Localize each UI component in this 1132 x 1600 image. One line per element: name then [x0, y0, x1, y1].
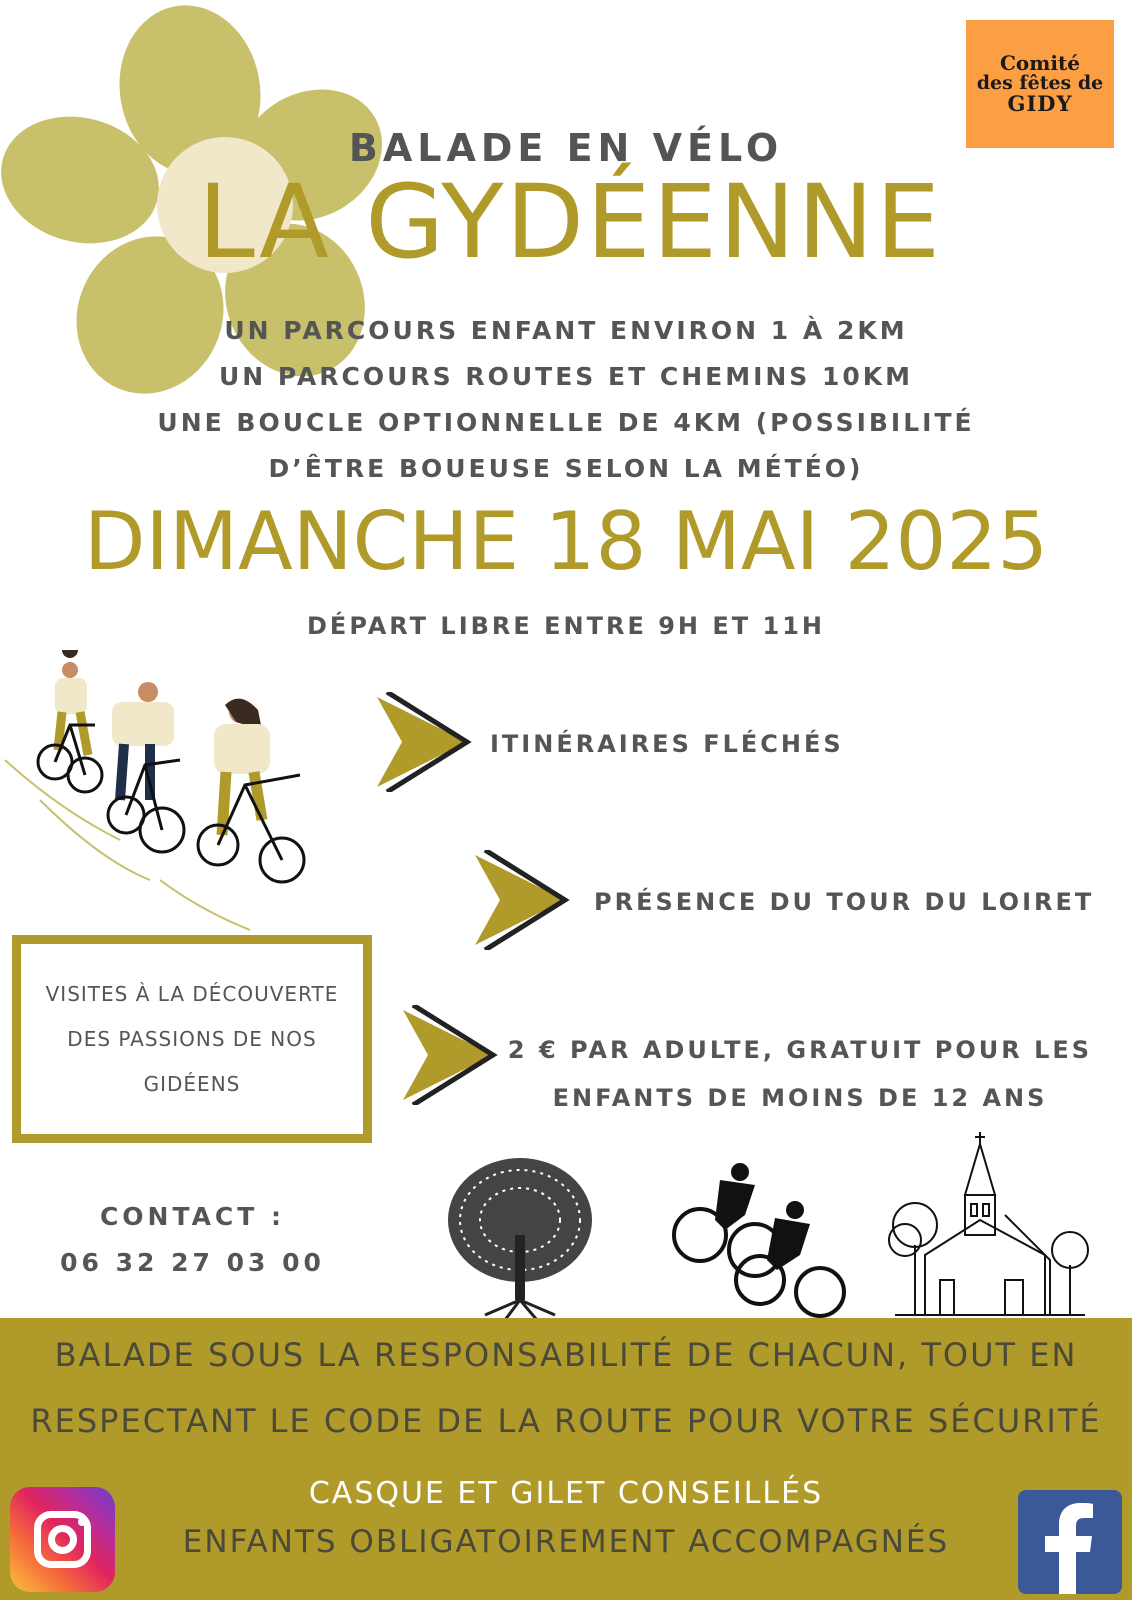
- feature-routes: ITINÉRAIRES FLÉCHÉS: [490, 730, 844, 758]
- tree-icon: [445, 1155, 595, 1320]
- facebook-icon[interactable]: [1018, 1490, 1122, 1594]
- contact-label: CONTACT :: [99, 1202, 286, 1231]
- feature-tour: PRÉSENCE DU TOUR DU LOIRET: [594, 888, 1095, 916]
- visits-box: [12, 935, 372, 1143]
- feature-price: [500, 1026, 1100, 1122]
- footer-line-3: CASQUE ET GILET CONSEILLÉS: [308, 1476, 824, 1511]
- instagram-icon[interactable]: [10, 1487, 115, 1592]
- course-line-1: UN PARCOURS ENFANT ENVIRON 1 À 2KM: [224, 316, 908, 345]
- footer-line-2: RESPECTANT LE CODE DE LA ROUTE POUR VOTRE SÉCURITÉ: [30, 1402, 1102, 1440]
- course-line-4: D’ÊTRE BOUEUSE SELON LA MÉTÉO): [268, 454, 864, 483]
- contact-phone: 06 32 27 03 00: [60, 1248, 325, 1277]
- event-title: LA GYDÉENNE: [197, 163, 943, 282]
- arrow-icon: [470, 850, 570, 950]
- departure-time: DÉPART LIBRE ENTRE 9H ET 11H: [307, 612, 825, 640]
- arrow-icon: [372, 692, 472, 792]
- price-line-2: ENFANTS DE MOINS DE 12 ANS: [552, 1084, 1048, 1112]
- church-icon: [885, 1130, 1095, 1320]
- logo-line-1: Comité: [1000, 51, 1080, 76]
- event-date: DIMANCHE 18 MAI 2025: [83, 495, 1049, 588]
- arrow-icon: [398, 1005, 498, 1105]
- cyclists-icon: [665, 1160, 850, 1320]
- event-subtitle: BALADE EN VÉLO: [348, 126, 784, 170]
- logo-line-2: des fêtes de: [976, 71, 1104, 94]
- footer-line-1: BALADE SOUS LA RESPONSABILITÉ DE CHACUN, TOUT EN: [54, 1336, 1078, 1374]
- course-line-2: UN PARCOURS ROUTES ET CHEMINS 10KM: [218, 362, 914, 391]
- visits-text: VISITES À LA DÉCOUVERTE DES PASSIONS DE NOS GIDÉENS: [45, 981, 339, 1096]
- family-cyclists-illustration: [0, 650, 320, 940]
- footer-line-4: ENFANTS OBLIGATOIREMENT ACCOMPAGNÉS: [182, 1524, 950, 1560]
- course-line-3: UNE BOUCLE OPTIONNELLE DE 4KM (POSSIBILITÉ: [157, 408, 975, 437]
- price-line-1: 2 € PAR ADULTE, GRATUIT POUR LES: [507, 1036, 1093, 1064]
- logo-line-3: GIDY: [1007, 91, 1073, 117]
